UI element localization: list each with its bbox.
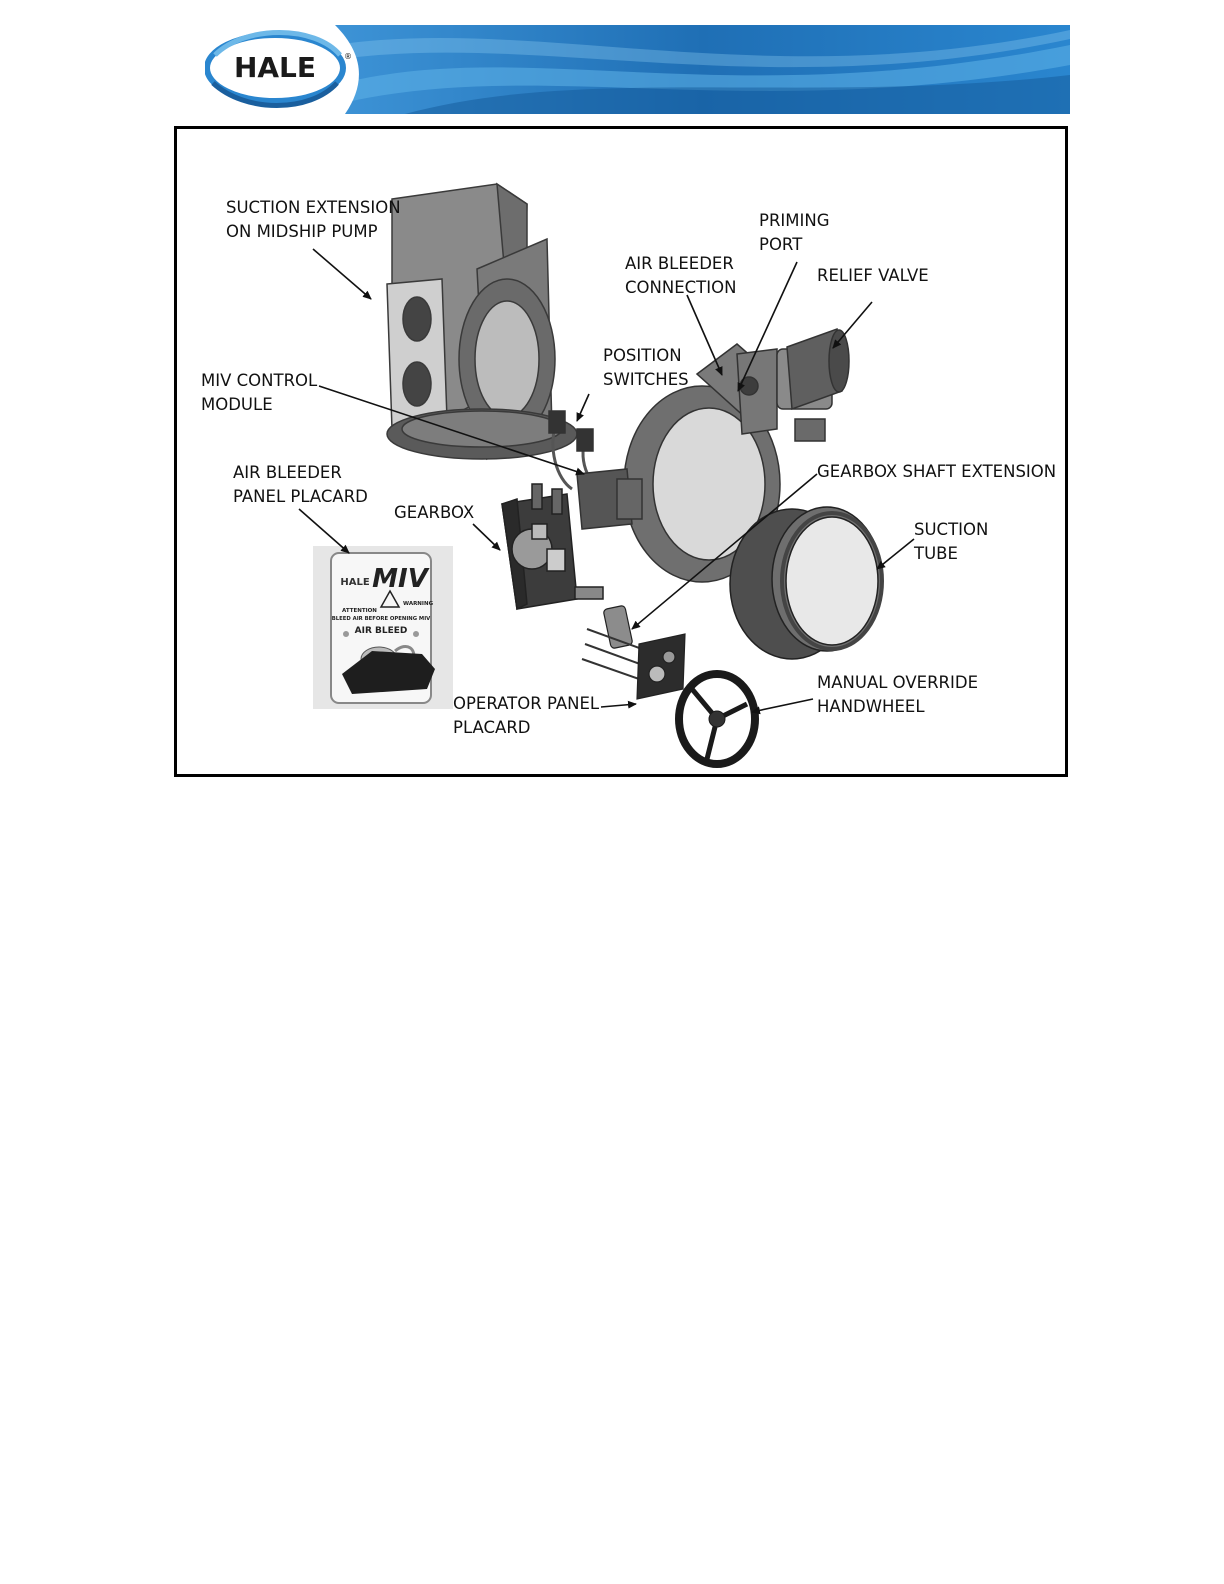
label-operator-panel-placard: OPERATOR PANEL PLACARD xyxy=(453,694,600,737)
label-gearbox: GEARBOX xyxy=(394,503,475,522)
label-manual-override-handwheel: MANUAL OVERRIDE HANDWHEEL xyxy=(817,673,979,716)
label-suction-tube: SUCTION TUBE xyxy=(914,520,989,563)
operator-panel-part xyxy=(582,629,685,699)
logo-text: HALE xyxy=(233,51,317,84)
label-priming-port: PRIMING PORT xyxy=(759,211,830,254)
label-miv-control-module: MIV CONTROL MODULE xyxy=(201,371,318,414)
exploded-view-figure xyxy=(174,126,1068,777)
shaft-extension-part xyxy=(603,605,633,649)
placard-model: MIV xyxy=(372,564,428,594)
handwheel-part xyxy=(679,674,755,764)
placard-instruction: BLEED AIR BEFORE OPENING MIV xyxy=(331,616,431,622)
label-gearbox-shaft-extension: GEARBOX SHAFT EXTENSION xyxy=(817,462,1057,481)
label-air-bleeder-panel-placard: AIR BLEEDER PANEL PLACARD xyxy=(233,463,368,506)
label-suction-extension: SUCTION EXTENSION ON MIDSHIP PUMP xyxy=(226,198,401,241)
relief-valve-part xyxy=(737,329,849,441)
placard-attention: ATTENTION xyxy=(342,608,377,614)
placard-brand: HALE xyxy=(340,577,370,588)
header-banner xyxy=(205,25,1070,114)
label-relief-valve: RELIEF VALVE xyxy=(817,266,929,285)
placard-label: AIR BLEED xyxy=(354,626,408,636)
registered-mark: ® xyxy=(344,52,352,61)
suction-tube-part xyxy=(730,507,882,659)
placard-warning: WARNING xyxy=(403,601,434,607)
label-position-switches: POSITION SWITCHES xyxy=(603,346,689,389)
air-bleeder-placard xyxy=(313,546,453,709)
label-air-bleeder-connection: AIR BLEEDER CONNECTION xyxy=(625,254,737,297)
